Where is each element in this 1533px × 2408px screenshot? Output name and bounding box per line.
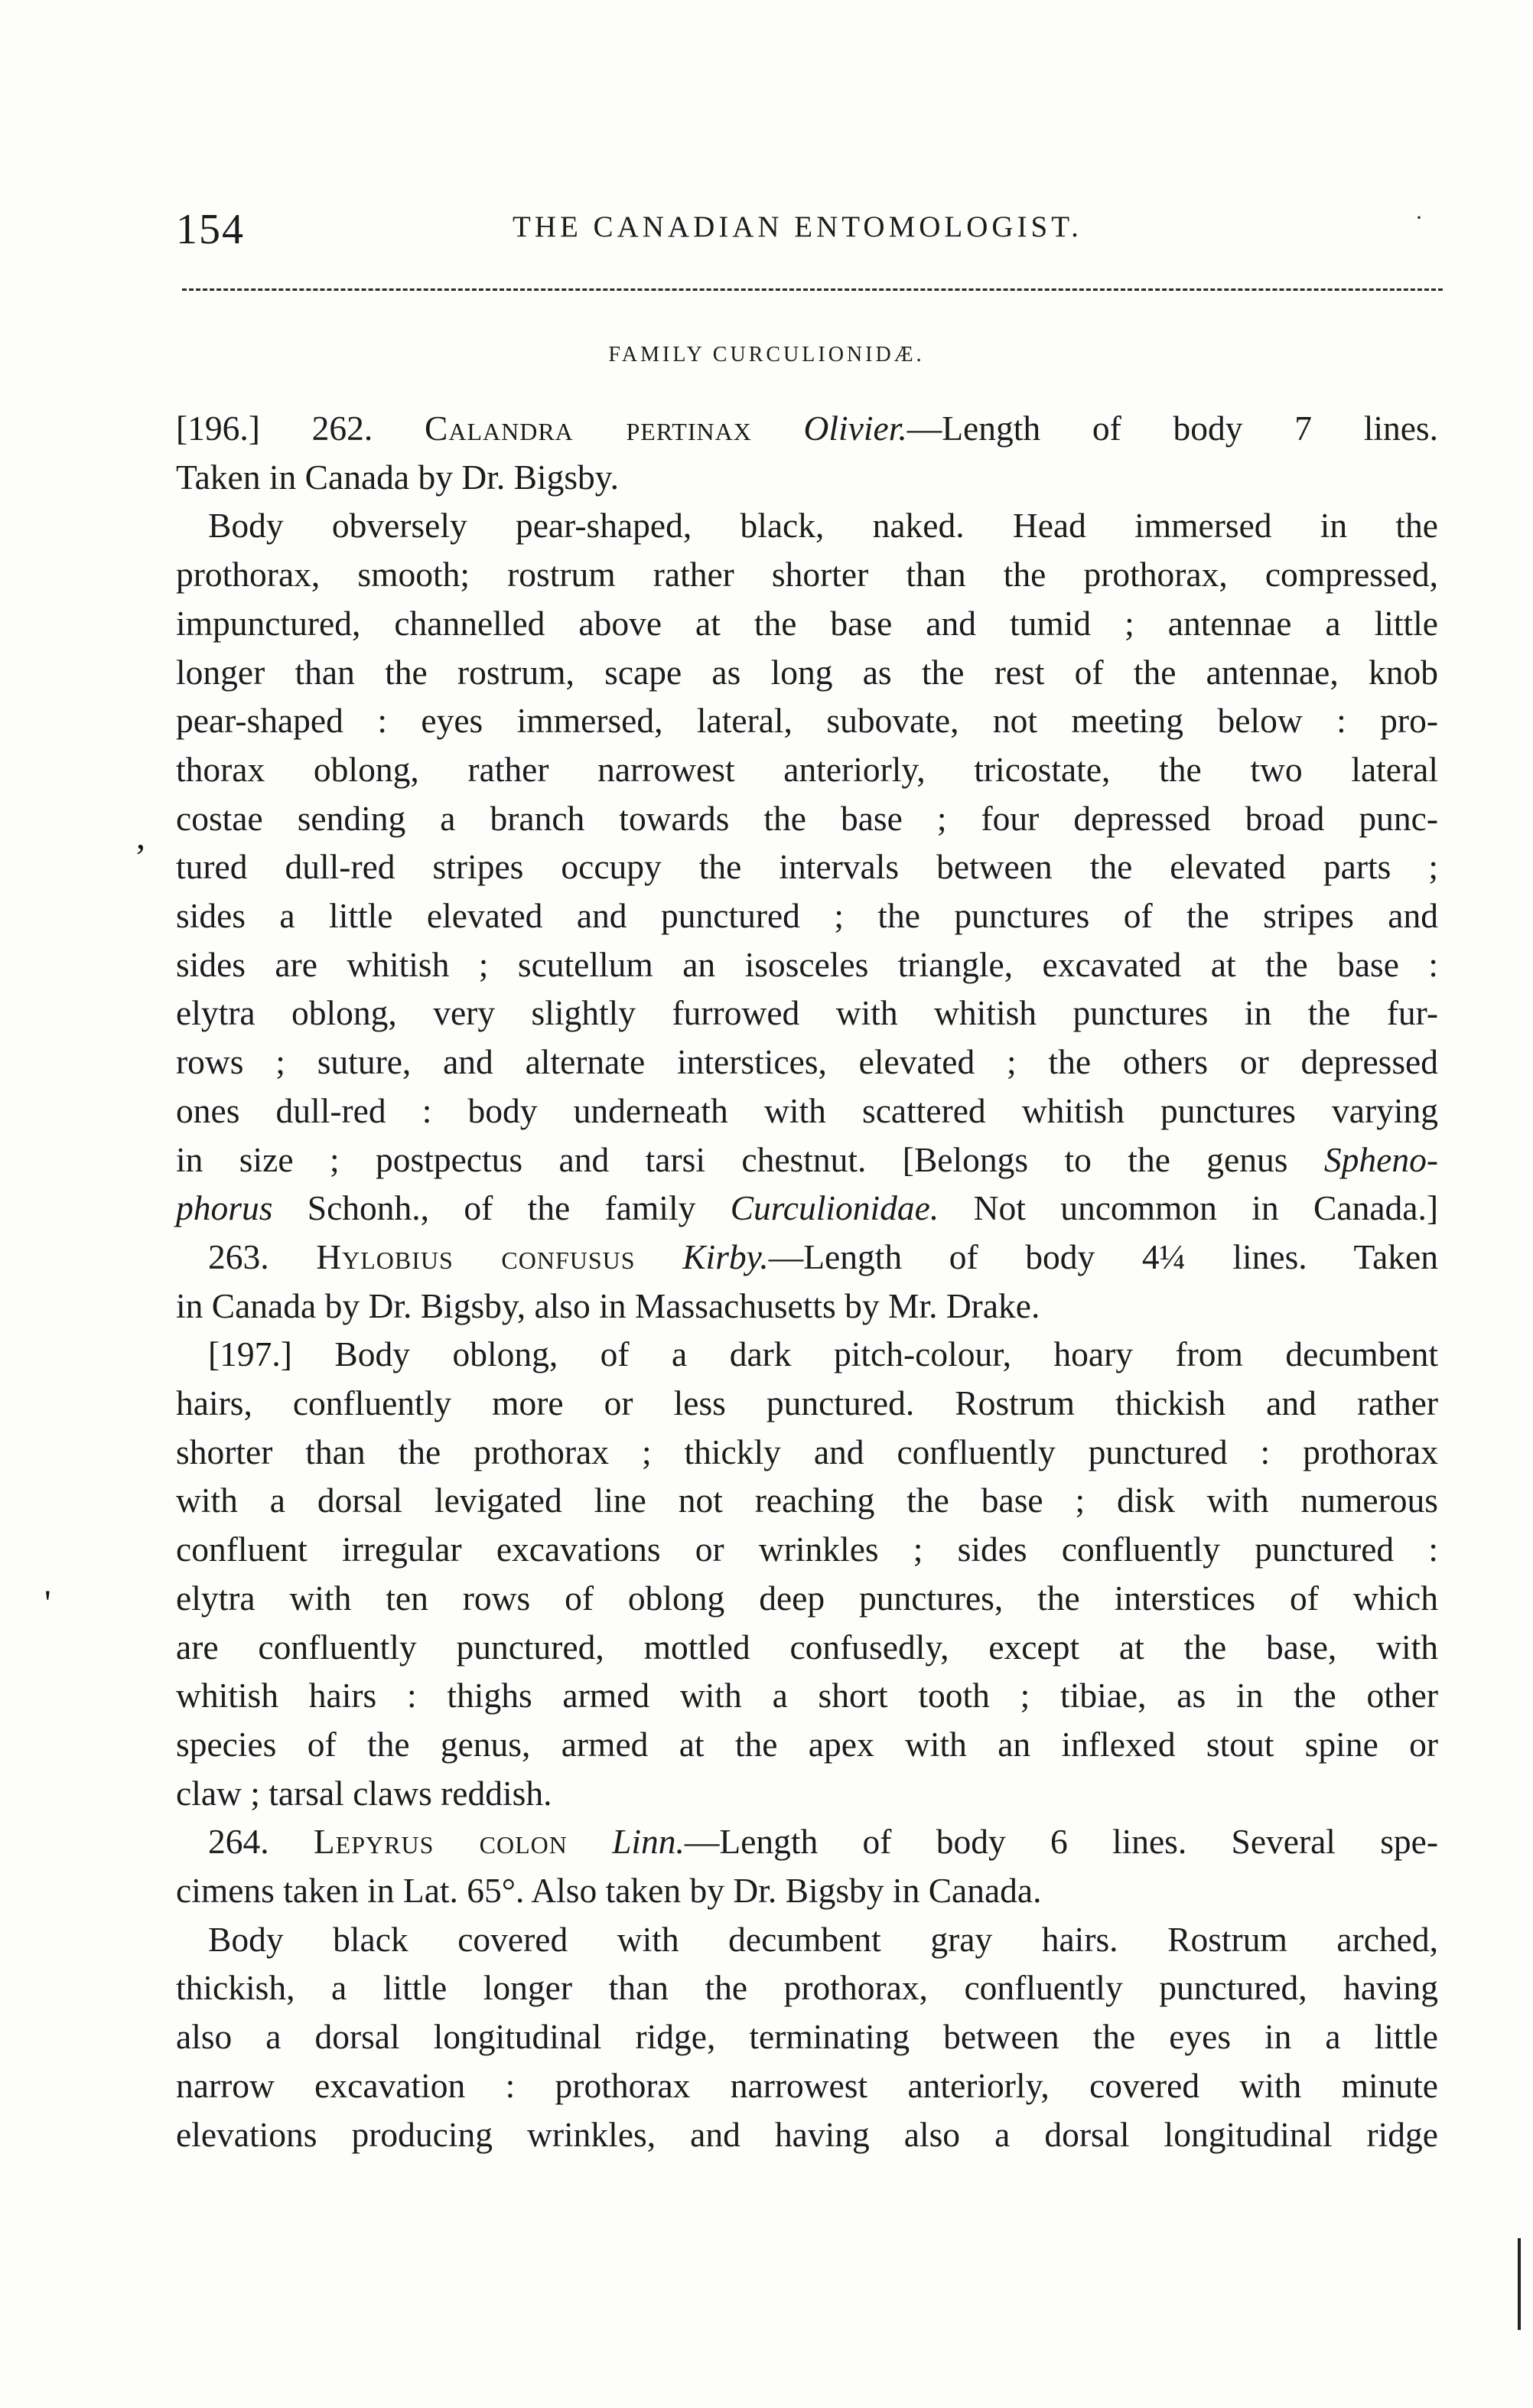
text-line (176, 2112, 1438, 2158)
text-line (176, 747, 1438, 793)
text-run: [197.] Body oblong, of a dark pitch-colour, hoary from decumbent (208, 1334, 1438, 1374)
text-run: Body black covered with decumbent gray hairs. Rostrum arched, (208, 1919, 1438, 1959)
text-line (208, 1331, 1438, 1377)
text-run (752, 409, 804, 448)
text-run: [196.] 262. (176, 409, 425, 448)
text-run: ones dull-red : body underneath with scattered whitish punctures varying (176, 1090, 1438, 1130)
text-line (176, 455, 1438, 500)
edge-mark (1518, 2238, 1521, 2330)
margin-mark: , (136, 816, 145, 857)
text-run: also a dorsal longitudinal ridge, terminating between the eyes in a little (176, 2017, 1438, 2057)
text-line (176, 1088, 1438, 1134)
text-line (176, 1673, 1438, 1719)
text-line (176, 1868, 1438, 1914)
text-line (176, 1575, 1438, 1621)
text-line (176, 1429, 1438, 1475)
text-run: cimens taken in Lat. 65°. Also taken by Dr. Bigsby in Canada. (176, 1871, 1042, 1910)
text-run: Taken in Canada by Dr. Bigsby. (176, 457, 619, 497)
text-line (208, 1819, 1438, 1865)
text-line (176, 1771, 1438, 1817)
text-run (636, 1237, 683, 1276)
text-line (208, 503, 1438, 549)
text-run: shorter than the prothorax ; thickly and confluently punctured : prothorax (176, 1432, 1438, 1471)
text-run: 263. (208, 1237, 317, 1276)
text-run: Not uncommon in Canada.] (939, 1188, 1438, 1228)
text-line (176, 1722, 1438, 1768)
header-rule (182, 288, 1443, 291)
running-title: THE CANADIAN ENTOMOLOGIST. (513, 210, 1082, 243)
text-line (176, 796, 1438, 842)
text-run: thorax oblong, rather narrowest anteriorly, tricostate, the two lateral (176, 749, 1438, 789)
text-line (176, 1137, 1438, 1183)
text-line (176, 1185, 1438, 1231)
text-run: 264. (208, 1822, 314, 1862)
text-line (176, 1478, 1438, 1523)
text-run: —Length of body 4¼ lines. Taken (768, 1237, 1438, 1276)
text-line (176, 893, 1438, 939)
text-run (568, 1822, 612, 1861)
text-line (176, 1039, 1438, 1085)
text-run: narrow excavation : prothorax narrowest anteriorly, covered with minute (176, 2065, 1438, 2105)
text-run: —Length of body 7 lines. (906, 409, 1438, 448)
italic-text: Linn. (612, 1822, 685, 1862)
text-run: species of the genus, armed at the apex with an inflexed stout spine or (176, 1724, 1438, 1764)
text-run: claw ; tarsal claws reddish. (176, 1773, 552, 1813)
text-run: costae sending a branch towards the base ; four depressed broad punc- (176, 798, 1438, 838)
italic-text: Olivier. (803, 409, 907, 448)
italic-text: Kirby. (682, 1237, 769, 1276)
text-line (176, 2014, 1438, 2060)
text-line (176, 1380, 1438, 1426)
header-mark: · (1415, 205, 1423, 230)
text-line (176, 1624, 1438, 1670)
species-name: Calandra pertinax (425, 409, 752, 448)
text-line (176, 552, 1438, 598)
text-run: pear-shaped : eyes immersed, lateral, subovate, not meeting below : pro- (176, 701, 1438, 741)
text-run: tured dull-red stripes occupy the intervals between the elevated parts ; (176, 847, 1438, 887)
text-line (176, 990, 1438, 1036)
text-run: in size ; postpectus and tarsi chestnut. [Belongs to the genus (176, 1139, 1324, 1179)
text-line (208, 1234, 1438, 1280)
text-run: confluent irregular excavations or wrinkles ; sides confluently punctured : (176, 1530, 1438, 1569)
text-run: are confluently punctured, mottled confusedly, except at the base, with (176, 1627, 1438, 1667)
text-line (176, 650, 1438, 696)
text-run: Body obversely pear-shaped, black, naked. Head immersed in the (208, 506, 1438, 546)
text-run: rows ; suture, and alternate interstices, elevated ; the others or depressed (176, 1042, 1438, 1082)
text-line (176, 942, 1438, 988)
margin-mark: ' (44, 1583, 51, 1624)
page-number: 154 (176, 206, 245, 253)
species-name: Hylobius confusus (316, 1237, 636, 1276)
running-header (176, 205, 1438, 259)
text-run: hairs, confluently more or less punctured. Rostrum thickish and rather (176, 1383, 1438, 1422)
text-line (176, 406, 1438, 451)
text-run: sides are whitish ; scutellum an isosceles triangle, excavated at the base : (176, 944, 1438, 984)
text-run: prothorax, smooth; rostrum rather shorter than the prothorax, compressed, (176, 555, 1438, 595)
text-run: in Canada by Dr. Bigsby, also in Massachusetts by Mr. Drake. (176, 1285, 1040, 1325)
text-run: elevations producing wrinkles, and having also a dorsal longitudinal ridge (176, 2114, 1438, 2154)
text-line (176, 2063, 1438, 2109)
italic-text: Spheno- (1323, 1139, 1438, 1179)
text-run: longer than the rostrum, scape as long as the rest of the antennae, knob (176, 652, 1438, 692)
text-run: impunctured, channelled above at the base and tumid ; antennae a little (176, 603, 1438, 643)
italic-text: Curculionidae. (730, 1188, 939, 1228)
text-run: with a dorsal levigated line not reaching the base ; disk with numerous (176, 1481, 1438, 1520)
text-line (176, 1965, 1438, 2011)
text-run: —Length of body 6 lines. Several spe- (684, 1822, 1438, 1862)
text-line (176, 698, 1438, 744)
text-line (176, 1527, 1438, 1572)
section-heading: FAMILY CURCULIONIDÆ. (608, 343, 925, 367)
text-line (176, 844, 1438, 890)
italic-text: phorus (176, 1188, 273, 1228)
text-line (176, 601, 1438, 647)
text-run: elytra oblong, very slightly furrowed with whitish punctures in the fur- (176, 993, 1438, 1033)
text-line (176, 1283, 1438, 1329)
text-run: elytra with ten rows of oblong deep punctures, the interstices of which (176, 1578, 1438, 1618)
text-run: thickish, a little longer than the prothorax, confluently punctured, having (176, 1968, 1438, 2008)
text-run: Schonh., of the family (272, 1188, 731, 1228)
text-line (208, 1917, 1438, 1963)
species-name: Lepyrus colon (313, 1822, 568, 1862)
text-run: whitish hairs : thighs armed with a short tooth ; tibiae, as in the other (176, 1676, 1438, 1716)
text-run: sides a little elevated and punctured ; the punctures of the stripes and (176, 896, 1438, 935)
